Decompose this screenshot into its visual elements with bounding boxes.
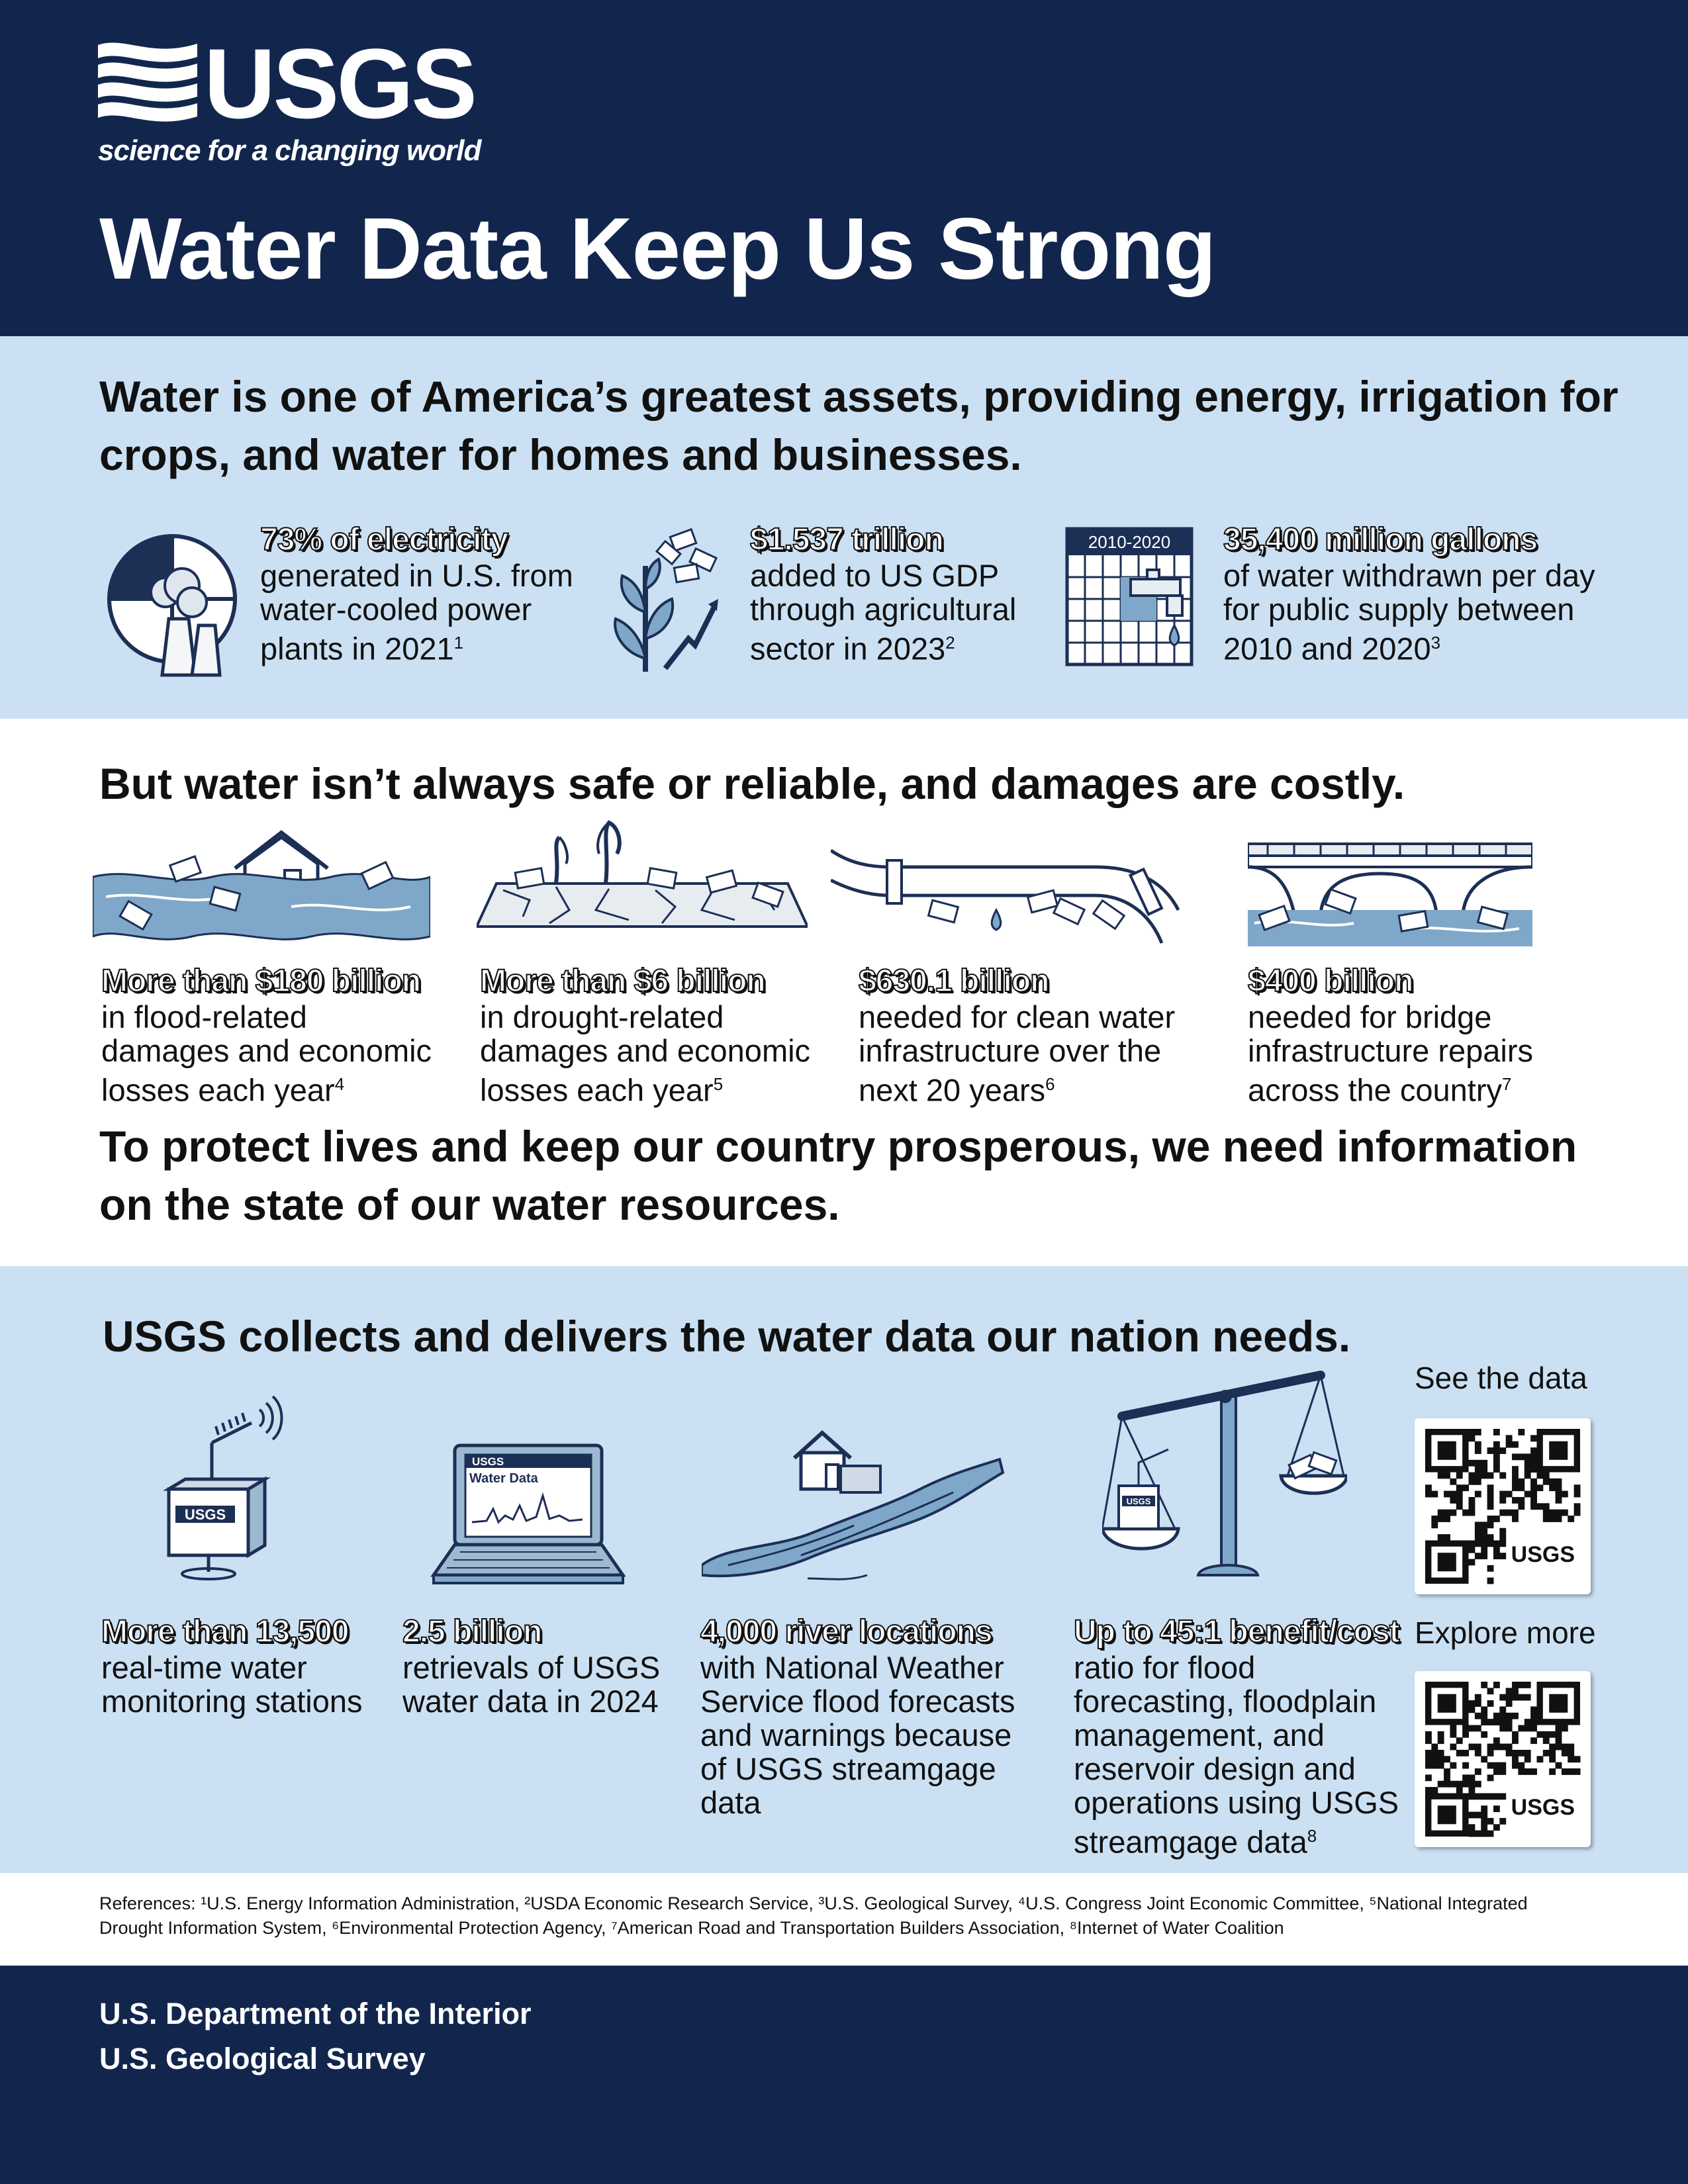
usgs-heading: USGS collects and delivers the water data our nation needs.	[103, 1312, 1351, 1361]
qr-brand-label: USGS	[1511, 1795, 1575, 1821]
balance-scale-icon	[1102, 1363, 1347, 1588]
usgs-wave-icon	[98, 40, 197, 132]
logo-text: USGS	[204, 28, 475, 139]
monitoring-station-icon	[159, 1383, 311, 1582]
stat-text: real-time water monitoring stations	[101, 1650, 363, 1719]
drought-icon	[477, 817, 808, 936]
laptop-brand: USGS	[472, 1455, 504, 1468]
protect-heading: To protect lives and keep our country prosperous, we need information on the state of our water resources.	[99, 1122, 1577, 1229]
calendar-label: 2010-2020	[1088, 532, 1171, 552]
stat-text: with National Weather Service flood forecasts and warnings because of USGS streamgage data	[700, 1650, 1015, 1820]
footer-survey: U.S. Geological Survey	[99, 2042, 426, 2075]
page-title: Water Data Keep Us Strong	[99, 200, 1216, 297]
stat-benefit-cost	[1074, 1614, 1399, 1859]
references: References: ¹U.S. Energy Information Administration, ²USDA Economic Research Service, ³U.S. Geological Survey, ⁴U.S. Congress Joint Economic Committee, ⁵National Integrated Drought Information System, ⁶Environmental Protection Agency, ⁷American Road and Transportation Builders Association, ⁸Internet of Water Coalition	[99, 1893, 1528, 1938]
stat-highlight: $630.1 billion	[859, 964, 1049, 999]
stat-monitoring-stations	[101, 1614, 362, 1718]
header-banner	[0, 0, 1688, 336]
damages-heading: But water isn’t always safe or reliable, and damages are costly.	[99, 759, 1405, 808]
qr-see-data[interactable]	[1415, 1418, 1591, 1594]
stat-flood-damages	[101, 963, 432, 1107]
laptop-water-data-icon	[427, 1443, 626, 1588]
footer-department: U.S. Department of the Interior	[99, 1997, 532, 2030]
power-plant-pie-icon	[99, 526, 252, 678]
footer-banner	[0, 1966, 1688, 2184]
qr-code-icon	[1415, 1671, 1591, 1847]
stat-text: needed for clean water infrastructure over the next 20 years$^6$	[859, 999, 1176, 1108]
stat-text: of water withdrawn per day for public supply between 2010 and 2020$^3$	[1223, 558, 1595, 666]
laptop-title: Water Data	[469, 1471, 538, 1486]
stat-river-locations	[700, 1614, 1015, 1819]
stat-electricity	[260, 522, 573, 666]
bridge-icon	[1248, 837, 1532, 950]
stat-text: retrievals of USGS water data in 2024	[402, 1650, 661, 1719]
qr-code-icon	[1415, 1418, 1591, 1594]
stat-water-withdrawn	[1223, 522, 1595, 666]
scale-label: USGS	[1126, 1496, 1151, 1506]
stat-drought-damages	[480, 963, 810, 1107]
stat-clean-water	[859, 963, 1175, 1107]
stat-highlight: More than $6 billion	[480, 964, 765, 999]
stat-highlight: 2.5 billion	[402, 1614, 542, 1649]
station-label: USGS	[184, 1506, 226, 1523]
stat-highlight: Up to 45:1 benefit/cost	[1074, 1614, 1399, 1649]
crop-money-icon	[609, 526, 722, 678]
stat-highlight: $400 billion	[1248, 964, 1413, 999]
river-house-icon	[702, 1426, 1006, 1598]
stat-highlight: More than $180 billion	[101, 964, 421, 999]
stat-highlight: 4,000 river locations	[700, 1614, 992, 1649]
stat-bridge-repairs	[1248, 963, 1533, 1107]
calendar-faucet-icon	[1064, 526, 1197, 668]
stat-text: ratio for flood forecasting, floodplain management, and reservoir design and operations using USGS streamgage data$^8$	[1074, 1650, 1399, 1860]
stat-text: in drought-related damages and economic losses each year$^5$	[480, 999, 811, 1108]
stat-highlight: More than 13,500	[101, 1614, 349, 1649]
stat-text: added to US GDP through agricultural sector in 2023$^2$	[750, 558, 1017, 666]
stat-data-retrievals	[402, 1614, 660, 1718]
stat-highlight: 35,400 million gallons	[1223, 522, 1538, 557]
stat-text: generated in U.S. from water-cooled power plants in 2021$^1$	[260, 558, 573, 666]
water-pipe-icon	[831, 831, 1182, 950]
usgs-logo[interactable]	[98, 28, 481, 171]
qr-explore-label: Explore more	[1415, 1615, 1596, 1650]
qr-brand-label: USGS	[1511, 1542, 1575, 1568]
stat-text: in flood-related damages and economic losses each year$^4$	[101, 999, 432, 1108]
assets-heading: Water is one of America’s greatest assets, providing energy, irrigation for crops, and water for homes and businesses.	[99, 372, 1618, 479]
stat-highlight: 73% of electricity	[260, 522, 508, 557]
stat-highlight: $1.537 trillion	[750, 522, 943, 557]
logo-tagline: science for a changing world	[98, 134, 481, 167]
qr-see-data-label: See the data	[1415, 1361, 1587, 1395]
flood-house-icon	[93, 827, 430, 946]
stat-gdp	[750, 522, 1016, 666]
stat-text: needed for bridge infrastructure repairs across the country$^7$	[1248, 999, 1533, 1108]
qr-explore-more[interactable]	[1415, 1671, 1591, 1847]
